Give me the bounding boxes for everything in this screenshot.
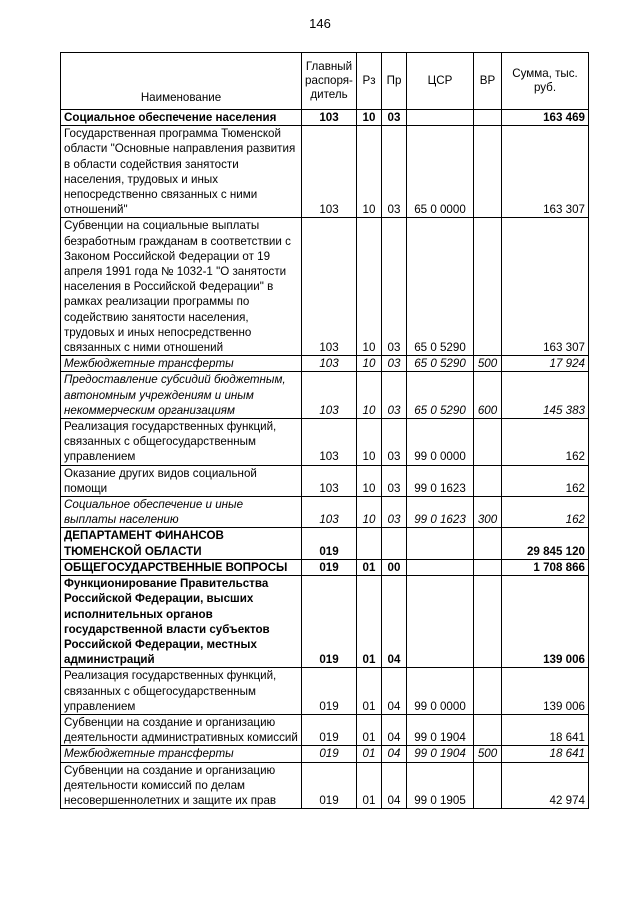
- header-ministry: Главный распоря-дитель: [302, 53, 357, 110]
- header-sum: Сумма, тыс. руб.: [502, 53, 589, 110]
- cell-rz: 10: [357, 419, 382, 466]
- table-row: [61, 126, 589, 218]
- cell-vr: [474, 126, 502, 218]
- cell-vr: [474, 576, 502, 668]
- cell-sum: 139 006: [502, 668, 589, 715]
- table-row: [61, 110, 589, 126]
- cell-rz: 01: [357, 746, 382, 762]
- cell-vr: 300: [474, 497, 502, 528]
- cell-name: Функционирование Правительства Российской Федерации, высших исполнительных органов государственной власти субъектов Российской Федерации, местных администраций: [61, 576, 302, 668]
- table-row: [61, 576, 589, 668]
- cell-pr: 03: [382, 126, 407, 218]
- cell-vr: [474, 668, 502, 715]
- cell-pr: 04: [382, 746, 407, 762]
- header-pr: Пр: [382, 53, 407, 110]
- cell-sum: 162: [502, 497, 589, 528]
- cell-csr: 65 0 5290: [407, 356, 474, 372]
- cell-rz: 01: [357, 576, 382, 668]
- cell-ministry: 103: [302, 218, 357, 356]
- cell-vr: 600: [474, 372, 502, 419]
- cell-sum: 29 845 120: [502, 528, 589, 559]
- cell-sum: 163 469: [502, 110, 589, 126]
- cell-csr: [407, 528, 474, 559]
- cell-csr: 65 0 5290: [407, 372, 474, 419]
- cell-pr: 03: [382, 218, 407, 356]
- cell-rz: 10: [357, 218, 382, 356]
- cell-rz: 10: [357, 497, 382, 528]
- cell-rz: 01: [357, 762, 382, 809]
- cell-name: Субвенции на создание и организацию деятельности административных комиссий: [61, 714, 302, 745]
- cell-csr: [407, 110, 474, 126]
- cell-csr: 65 0 5290: [407, 218, 474, 356]
- cell-csr: 99 0 1904: [407, 746, 474, 762]
- cell-ministry: 103: [302, 356, 357, 372]
- cell-rz: 10: [357, 110, 382, 126]
- cell-name: ОБЩЕГОСУДАРСТВЕННЫЕ ВОПРОСЫ: [61, 559, 302, 575]
- cell-name: Субвенции на создание и организацию деятельности комиссий по делам несовершеннолетних и защите их прав: [61, 762, 302, 809]
- cell-csr: 99 0 1623: [407, 497, 474, 528]
- cell-csr: [407, 559, 474, 575]
- table-row: [61, 465, 589, 496]
- cell-vr: [474, 419, 502, 466]
- cell-csr: 99 0 0000: [407, 668, 474, 715]
- cell-ministry: 019: [302, 528, 357, 559]
- budget-table: [60, 52, 589, 809]
- cell-pr: [382, 528, 407, 559]
- cell-pr: 04: [382, 576, 407, 668]
- cell-vr: [474, 762, 502, 809]
- cell-name: Социальное обеспечение населения: [61, 110, 302, 126]
- cell-vr: [474, 559, 502, 575]
- cell-rz: 10: [357, 372, 382, 419]
- cell-pr: 04: [382, 668, 407, 715]
- table-row: [61, 419, 589, 466]
- table-row: [61, 559, 589, 575]
- table-header-row: [61, 53, 589, 110]
- cell-rz: [357, 528, 382, 559]
- table-row: [61, 668, 589, 715]
- header-rz: Рз: [357, 53, 382, 110]
- table-row: [61, 528, 589, 559]
- cell-ministry: 103: [302, 110, 357, 126]
- cell-ministry: 103: [302, 126, 357, 218]
- cell-csr: 99 0 1623: [407, 465, 474, 496]
- cell-ministry: 019: [302, 714, 357, 745]
- cell-pr: 03: [382, 356, 407, 372]
- cell-ministry: 019: [302, 576, 357, 668]
- cell-sum: 162: [502, 465, 589, 496]
- cell-csr: 99 0 1904: [407, 714, 474, 745]
- cell-pr: 03: [382, 110, 407, 126]
- table-row: [61, 762, 589, 809]
- table-row: [61, 372, 589, 419]
- cell-vr: [474, 110, 502, 126]
- cell-sum: 42 974: [502, 762, 589, 809]
- table-row: [61, 356, 589, 372]
- cell-rz: 01: [357, 559, 382, 575]
- cell-vr: [474, 465, 502, 496]
- cell-ministry: 103: [302, 465, 357, 496]
- cell-ministry: 019: [302, 559, 357, 575]
- cell-name: Государственная программа Тюменской области "Основные направления развития в области содействия занятости населения, трудовых и иных непосредственно связанных с ними отношений": [61, 126, 302, 218]
- cell-name: Реализация государственных функций, связанных с общегосударственным управлением: [61, 419, 302, 466]
- cell-name: Предоставление субсидий бюджетным, автономным учреждениям и иным некоммерческим организациям: [61, 372, 302, 419]
- cell-sum: 139 006: [502, 576, 589, 668]
- cell-csr: 99 0 1905: [407, 762, 474, 809]
- cell-vr: 500: [474, 746, 502, 762]
- header-name: Наименование: [61, 53, 302, 110]
- cell-rz: 10: [357, 126, 382, 218]
- cell-sum: 18 641: [502, 714, 589, 745]
- cell-sum: 162: [502, 419, 589, 466]
- table-row: [61, 497, 589, 528]
- cell-name: Межбюджетные трансферты: [61, 356, 302, 372]
- cell-pr: 03: [382, 372, 407, 419]
- cell-rz: 10: [357, 465, 382, 496]
- cell-sum: 145 383: [502, 372, 589, 419]
- table-row: [61, 714, 589, 745]
- header-vr: ВР: [474, 53, 502, 110]
- cell-ministry: 103: [302, 419, 357, 466]
- cell-name: Социальное обеспечение и иные выплаты населению: [61, 497, 302, 528]
- cell-pr: 04: [382, 762, 407, 809]
- cell-ministry: 103: [302, 372, 357, 419]
- cell-name: Межбюджетные трансферты: [61, 746, 302, 762]
- header-csr: ЦСР: [407, 53, 474, 110]
- page-number: 146: [309, 16, 331, 31]
- cell-pr: 03: [382, 419, 407, 466]
- cell-sum: 1 708 866: [502, 559, 589, 575]
- cell-name: ДЕПАРТАМЕНТ ФИНАНСОВ ТЮМЕНСКОЙ ОБЛАСТИ: [61, 528, 302, 559]
- cell-ministry: 019: [302, 762, 357, 809]
- cell-pr: 03: [382, 497, 407, 528]
- cell-csr: [407, 576, 474, 668]
- cell-rz: 01: [357, 668, 382, 715]
- cell-sum: 18 641: [502, 746, 589, 762]
- cell-vr: [474, 528, 502, 559]
- cell-rz: 10: [357, 356, 382, 372]
- cell-vr: [474, 714, 502, 745]
- cell-ministry: 019: [302, 668, 357, 715]
- cell-name: Субвенции на социальные выплаты безработным гражданам в соответствии с Законом Российской Федерации от 19 апреля 1991 года № 1032-1 "О занятости населения в Российской Федерации" в рамках реализации программы по содействию занятости населения, трудовых и иных непосредственно связанных с ними отношений: [61, 218, 302, 356]
- cell-pr: 04: [382, 714, 407, 745]
- cell-vr: 500: [474, 356, 502, 372]
- cell-pr: 00: [382, 559, 407, 575]
- table-row: [61, 746, 589, 762]
- cell-name: Реализация государственных функций, связанных с общегосударственным управлением: [61, 668, 302, 715]
- cell-name: Оказание других видов социальной помощи: [61, 465, 302, 496]
- cell-vr: [474, 218, 502, 356]
- cell-ministry: 103: [302, 497, 357, 528]
- cell-sum: 163 307: [502, 126, 589, 218]
- cell-sum: 17 924: [502, 356, 589, 372]
- table-row: [61, 218, 589, 356]
- cell-csr: 65 0 0000: [407, 126, 474, 218]
- cell-csr: 99 0 0000: [407, 419, 474, 466]
- cell-ministry: 019: [302, 746, 357, 762]
- cell-pr: 03: [382, 465, 407, 496]
- cell-sum: 163 307: [502, 218, 589, 356]
- cell-rz: 01: [357, 714, 382, 745]
